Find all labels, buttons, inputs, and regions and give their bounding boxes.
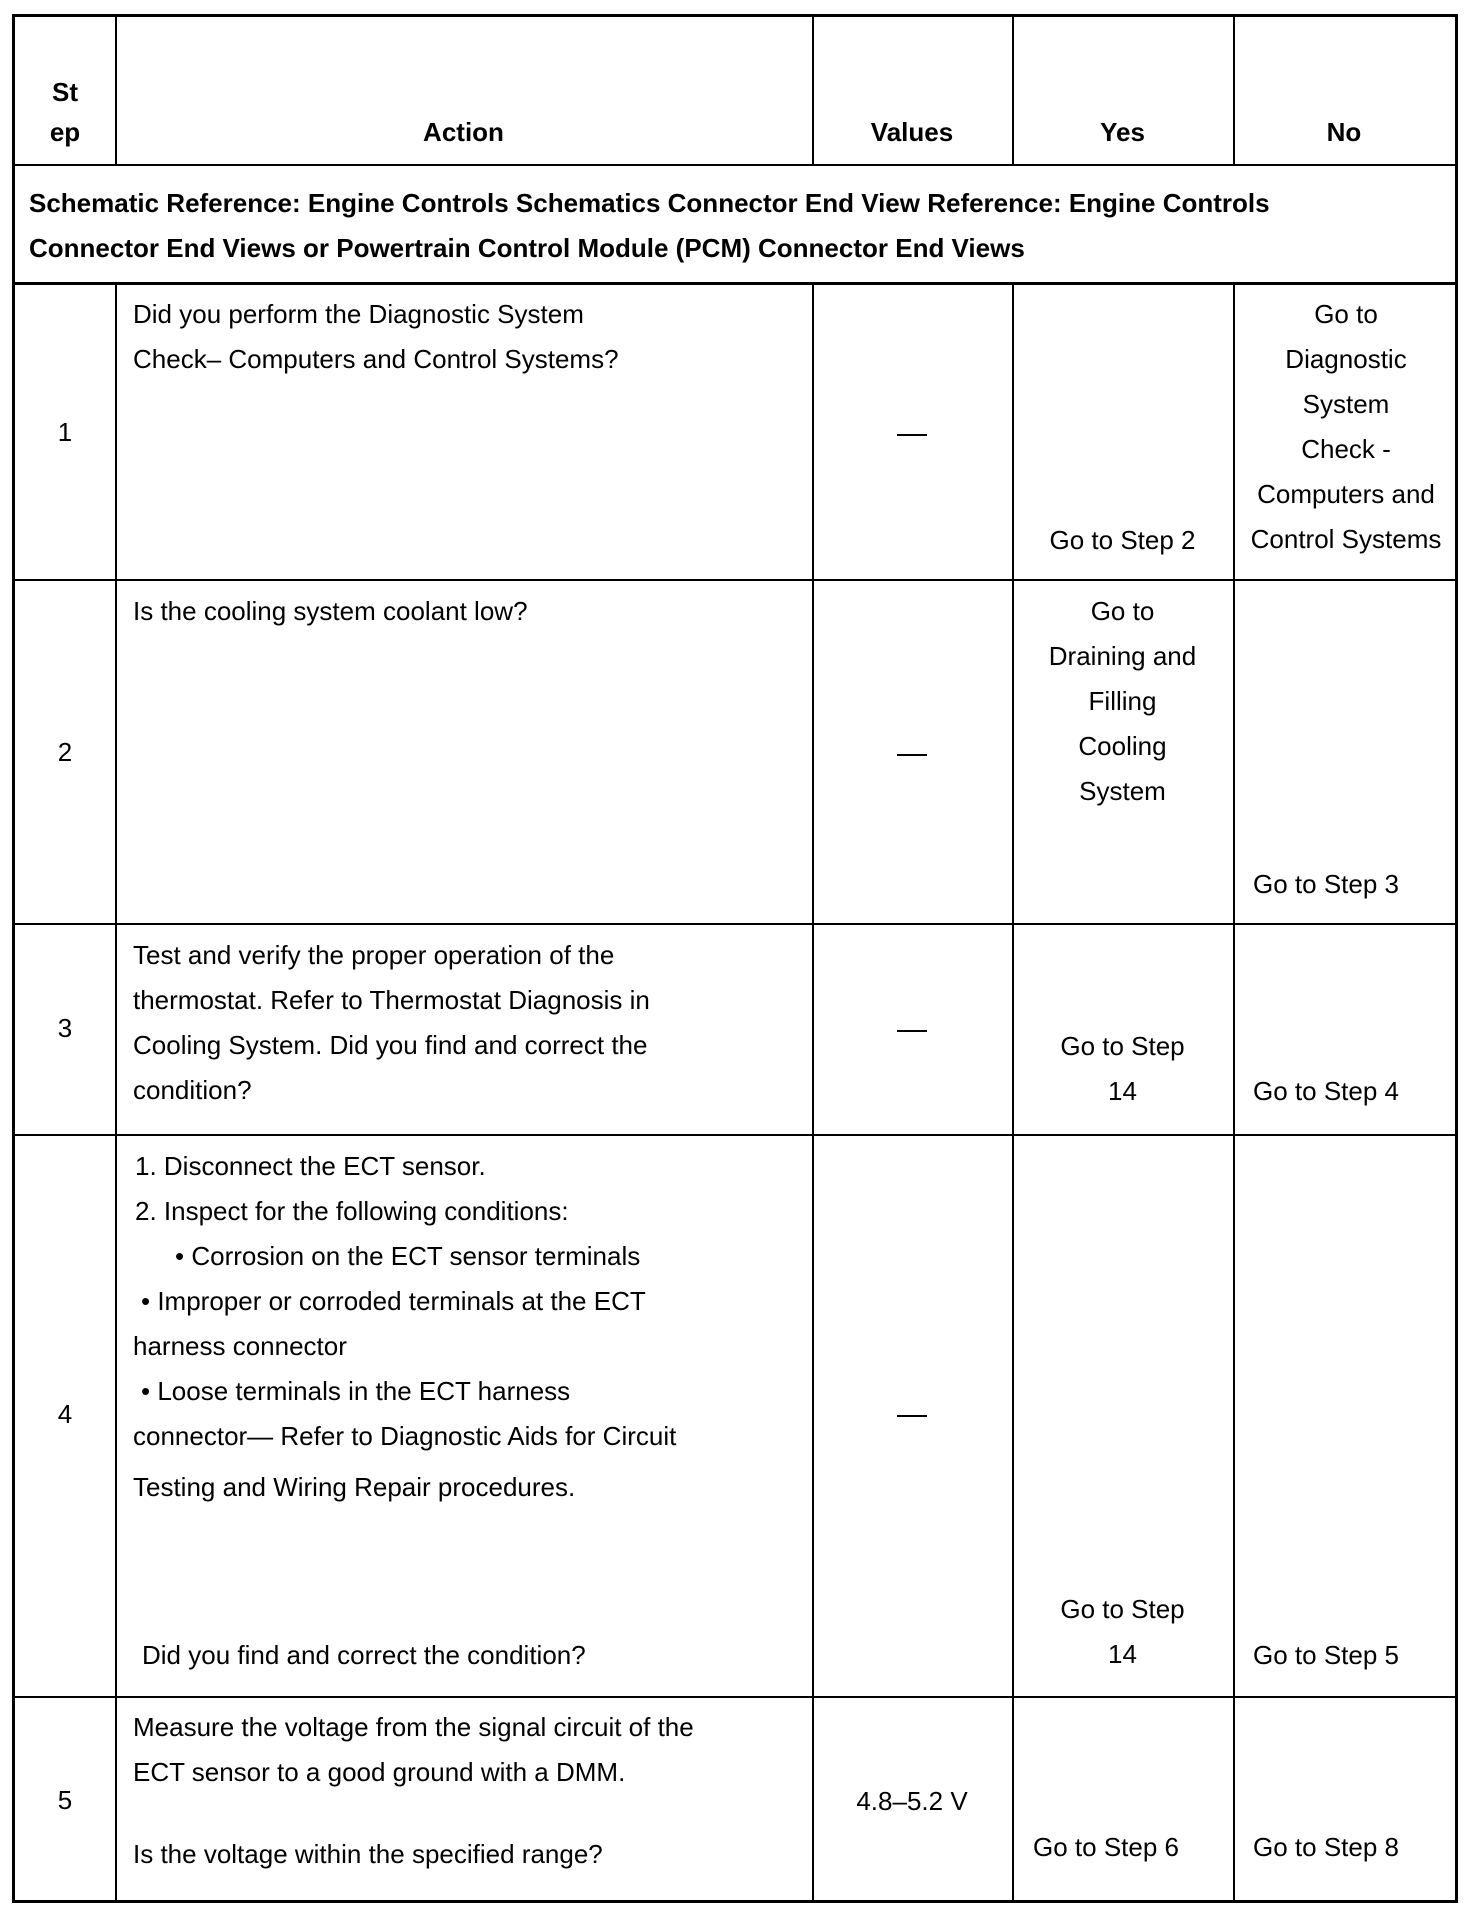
step-number: 2 [57,737,73,767]
yes-action: Go to Step 2 [1049,525,1196,555]
reference-line2: Connector End Views or Powertrain Control Module (PCM) Connector End Views [29,233,1025,263]
action-line: • Corrosion on the ECT sensor terminals [175,1241,641,1271]
yes-line: Cooling [1078,731,1167,761]
no-action: Go to Step 4 [1253,1076,1399,1106]
reference-line1: Schematic Reference: Engine Controls Schematics Connector End View Reference: Engine Controls [29,188,1270,218]
header-yes: Yes [1100,117,1145,147]
no-line: Go to [1314,299,1378,329]
row-divider [15,164,1455,166]
yes-line: Go to Step [1060,1031,1185,1061]
action-text [133,1705,808,1795]
action-text: Is the cooling system coolant low? [133,596,528,626]
no-action: Go to Step 8 [1253,1832,1399,1862]
action-line: • Loose terminals in the ECT harness [141,1376,571,1406]
row-divider [15,1134,1455,1136]
action-line: Did you perform the Diagnostic System [133,299,584,329]
no-line: System [1302,389,1390,419]
yes-line: Filling [1088,686,1157,716]
yes-action [1012,589,1233,814]
schematic-reference [29,181,1429,271]
action-text [133,292,803,382]
action-line: ECT sensor to a good ground with a DMM. [133,1757,626,1787]
action-question: Is the voltage within the specified range? [133,1839,603,1869]
row-divider [15,282,1455,285]
diagnostic-table [12,14,1458,1903]
action-line: Cooling System. Did you find and correct the [133,1030,648,1060]
yes-line: 14 [1108,1639,1137,1669]
step-number: 3 [57,1013,73,1043]
no-line: Diagnostic [1285,344,1407,374]
header-step-line2: ep [49,117,81,147]
action-line: Measure the voltage from the signal circuit of the [133,1712,694,1742]
row-divider [15,579,1455,581]
action-line: Test and verify the proper operation of the [133,940,615,970]
step-number: 5 [57,1785,73,1815]
col-divider [812,283,814,1903]
value-range: 4.8–5.2 V [856,1786,968,1816]
yes-line: Go to Step [1060,1594,1185,1624]
row-divider [15,923,1455,925]
yes-line: 14 [1108,1076,1137,1106]
action-line: • Improper or corroded terminals at the ECT [141,1286,646,1316]
action-question: Did you find and correct the condition? [142,1640,586,1670]
action-line: 1. Disconnect the ECT sensor. [135,1151,486,1181]
no-action [1233,292,1459,562]
yes-action [1012,1587,1233,1677]
action-text [133,933,803,1113]
no-line: Control Systems [1250,524,1442,554]
action-line: connector— Refer to Diagnostic Aids for Circuit [133,1421,677,1451]
action-line: 2. Inspect for the following conditions: [135,1196,569,1226]
yes-line: System [1079,776,1166,806]
step-number: 4 [57,1399,73,1429]
header-no: No [1326,117,1362,147]
row-divider [15,1696,1455,1698]
value-dash [897,434,927,436]
no-action: Go to Step 3 [1253,869,1399,899]
header-values: Values [870,117,954,147]
no-action: Go to Step 5 [1253,1640,1399,1670]
action-line: condition? [133,1075,252,1105]
value-dash [897,1415,927,1417]
action-line: Check– Computers and Control Systems? [133,344,619,374]
action-text [133,1144,808,1510]
header-step [15,72,115,152]
action-line: Testing and Wiring Repair procedures. [133,1472,576,1502]
no-line: Check - [1301,434,1391,464]
yes-action: Go to Step 6 [1033,1832,1179,1862]
yes-line: Draining and [1048,641,1197,671]
action-line: harness connector [133,1331,347,1361]
header-step-line1: St [52,77,78,107]
step-number: 1 [57,417,73,447]
header-action: Action [423,117,504,147]
yes-line: Go to [1090,596,1155,626]
no-line: Computers and [1257,479,1435,509]
yes-action [1012,1024,1233,1114]
value-dash [897,1030,927,1032]
col-divider [115,283,117,1903]
action-line: thermostat. Refer to Thermostat Diagnosis in [133,985,650,1015]
value-dash [897,754,927,756]
